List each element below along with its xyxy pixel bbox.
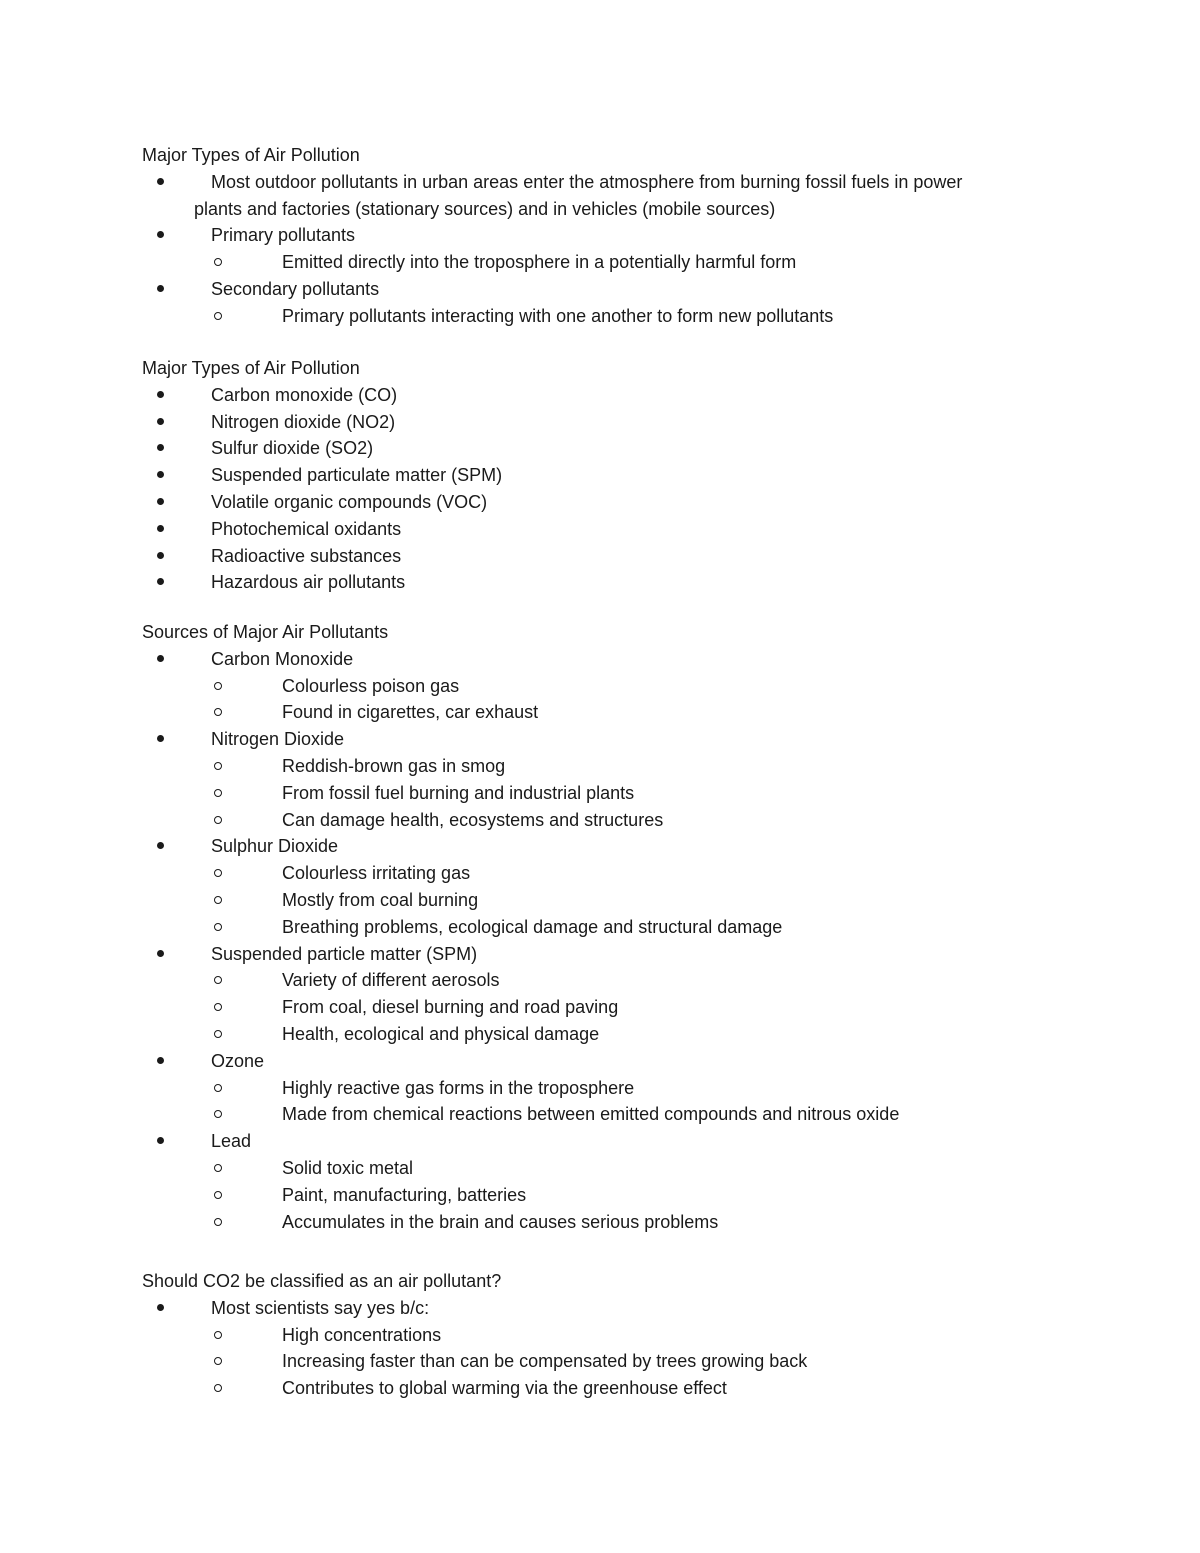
sub-list-item <box>142 249 1102 276</box>
hollow-bullet-icon <box>214 1331 222 1339</box>
hollow-bullet-icon <box>214 1191 222 1199</box>
section-sources <box>142 619 1102 1235</box>
section-co2-question <box>142 1268 1102 1402</box>
sub-list-item <box>142 1182 1102 1209</box>
list-item <box>142 435 1102 462</box>
sub-list-item <box>142 673 1102 700</box>
list-item-text: Primary pollutants <box>211 225 356 246</box>
sub-list-item-text: Emitted directly into the troposphere in a potentially harmful form <box>282 252 797 273</box>
bullet-icon <box>157 578 164 585</box>
hollow-bullet-icon <box>214 1218 222 1226</box>
sub-list-item <box>142 967 1102 994</box>
list-item <box>142 409 1102 436</box>
sub-list-item-text: Mostly from coal burning <box>282 889 479 910</box>
sub-list-item <box>142 860 1102 887</box>
section-major-types-2 <box>142 355 1102 596</box>
sub-list-item <box>142 1375 1102 1402</box>
list-item-text: Carbon Monoxide <box>211 648 354 669</box>
sub-list-item-text: From coal, diesel burning and road paving <box>282 997 619 1018</box>
hollow-bullet-icon <box>214 816 222 824</box>
list-item-text: Nitrogen Dioxide <box>211 729 345 750</box>
bullet-icon <box>157 552 164 559</box>
sub-list-item <box>142 303 1102 330</box>
list-item-text: Secondary pollutants <box>211 278 380 299</box>
sub-list-item-text: Accumulates in the brain and causes serious problems <box>282 1211 719 1232</box>
bullet-icon <box>157 178 164 185</box>
list-item-text: Sulfur dioxide (SO2) <box>211 438 374 459</box>
sub-list-item-text: Reddish-brown gas in smog <box>282 755 506 776</box>
sub-list-item-text: Can damage health, ecosystems and structures <box>282 809 664 830</box>
hollow-bullet-icon <box>214 869 222 877</box>
hollow-bullet-icon <box>214 896 222 904</box>
list-item-text: Volatile organic compounds (VOC) <box>211 491 488 512</box>
list-item <box>142 569 1102 596</box>
sub-list-item-text: Contributes to global warming via the greenhouse effect <box>282 1378 727 1399</box>
sub-list-item-text: Increasing faster than can be compensated by trees growing back <box>282 1351 808 1372</box>
sub-list-item <box>142 994 1102 1021</box>
bullet-icon <box>157 498 164 505</box>
bullet-icon <box>157 285 164 292</box>
list-item-text: Photochemical oxidants <box>211 518 402 539</box>
list-item <box>142 1128 1102 1155</box>
sub-list-item-text: From fossil fuel burning and industrial plants <box>282 782 635 803</box>
hollow-bullet-icon <box>214 789 222 797</box>
list-item-text: Ozone <box>211 1050 265 1071</box>
bullet-icon <box>157 1137 164 1144</box>
hollow-bullet-icon <box>214 1030 222 1038</box>
sub-list-item <box>142 1322 1102 1349</box>
hollow-bullet-icon <box>214 976 222 984</box>
bullet-icon <box>157 1057 164 1064</box>
bullet-icon <box>157 444 164 451</box>
sub-list-item <box>142 699 1102 726</box>
list-item-text: Radioactive substances <box>211 545 402 566</box>
sub-list-item <box>142 1348 1102 1375</box>
hollow-bullet-icon <box>214 1384 222 1392</box>
section-heading: Sources of Major Air Pollutants <box>142 622 389 642</box>
list-item <box>142 646 1102 673</box>
list-item-text: Carbon monoxide (CO) <box>211 384 398 405</box>
list-item <box>142 941 1102 968</box>
hollow-bullet-icon <box>214 1084 222 1092</box>
list-item <box>142 382 1102 409</box>
bullet-icon <box>157 471 164 478</box>
sub-list-item <box>142 1209 1102 1236</box>
bullet-icon <box>157 525 164 532</box>
sub-list-item-text: Health, ecological and physical damage <box>282 1023 600 1044</box>
sub-list-item-text: Highly reactive gas forms in the troposphere <box>282 1077 635 1098</box>
sub-list-item <box>142 807 1102 834</box>
sub-list-item-text: Made from chemical reactions between emitted compounds and nitrous oxide <box>282 1104 900 1125</box>
list-item <box>142 726 1102 753</box>
hollow-bullet-icon <box>214 762 222 770</box>
list-item <box>142 169 1102 196</box>
sub-list-item <box>142 1021 1102 1048</box>
sub-list-item-text: Found in cigarettes, car exhaust <box>282 702 539 723</box>
list-item-continuation: plants and factories (stationary sources) and in vehicles (mobile sources) <box>194 198 776 219</box>
sub-list-item-text: Paint, manufacturing, batteries <box>282 1184 527 1205</box>
list-item-text: Suspended particle matter (SPM) <box>211 943 478 964</box>
hollow-bullet-icon <box>214 708 222 716</box>
list-item <box>142 833 1102 860</box>
list-item <box>142 462 1102 489</box>
list-item-text: Suspended particulate matter (SPM) <box>211 465 503 486</box>
section-heading: Major Types of Air Pollution <box>142 358 360 378</box>
hollow-bullet-icon <box>214 1164 222 1172</box>
section-heading: Should CO2 be classified as an air pollutant? <box>142 1271 502 1291</box>
sub-list-item-text: High concentrations <box>282 1324 442 1345</box>
hollow-bullet-icon <box>214 312 222 320</box>
hollow-bullet-icon <box>214 1357 222 1365</box>
sub-list-item <box>142 780 1102 807</box>
hollow-bullet-icon <box>214 682 222 690</box>
list-item <box>142 543 1102 570</box>
list-item <box>142 1295 1102 1322</box>
list-item-text: Hazardous air pollutants <box>211 572 406 593</box>
hollow-bullet-icon <box>214 258 222 266</box>
sub-list-item-text: Variety of different aerosols <box>282 970 500 991</box>
list-item-text: Most outdoor pollutants in urban areas enter the atmosphere from burning fossil fuels in power <box>211 171 963 192</box>
list-item <box>142 222 1102 249</box>
hollow-bullet-icon <box>214 1003 222 1011</box>
sub-list-item <box>142 914 1102 941</box>
list-item-text: Lead <box>211 1131 252 1152</box>
bullet-icon <box>157 655 164 662</box>
sub-list-item <box>142 1101 1102 1128</box>
sub-list-item <box>142 887 1102 914</box>
list-item-text: Nitrogen dioxide (NO2) <box>211 411 396 432</box>
list-item <box>142 516 1102 543</box>
list-item <box>142 276 1102 303</box>
sub-list-item-text: Breathing problems, ecological damage and structural damage <box>282 916 783 937</box>
bullet-icon <box>157 1304 164 1311</box>
sub-list-item-text: Colourless irritating gas <box>282 863 471 884</box>
bullet-icon <box>157 391 164 398</box>
sub-list-item-text: Primary pollutants interacting with one another to form new pollutants <box>282 305 834 326</box>
bullet-icon <box>157 231 164 238</box>
hollow-bullet-icon <box>214 923 222 931</box>
sub-list-item <box>142 1155 1102 1182</box>
list-item <box>142 489 1102 516</box>
sub-list-item <box>142 753 1102 780</box>
sub-list-item-text: Colourless poison gas <box>282 675 460 696</box>
section-major-types-1 <box>142 142 1102 330</box>
bullet-icon <box>157 735 164 742</box>
bullet-icon <box>157 950 164 957</box>
list-item <box>142 1048 1102 1075</box>
sub-list-item-text: Solid toxic metal <box>282 1157 414 1178</box>
sub-list-item <box>142 1075 1102 1102</box>
hollow-bullet-icon <box>214 1110 222 1118</box>
bullet-icon <box>157 842 164 849</box>
list-item-text: Most scientists say yes b/c: <box>211 1297 430 1318</box>
bullet-icon <box>157 418 164 425</box>
list-item-text: Sulphur Dioxide <box>211 836 339 857</box>
section-heading: Major Types of Air Pollution <box>142 145 360 165</box>
